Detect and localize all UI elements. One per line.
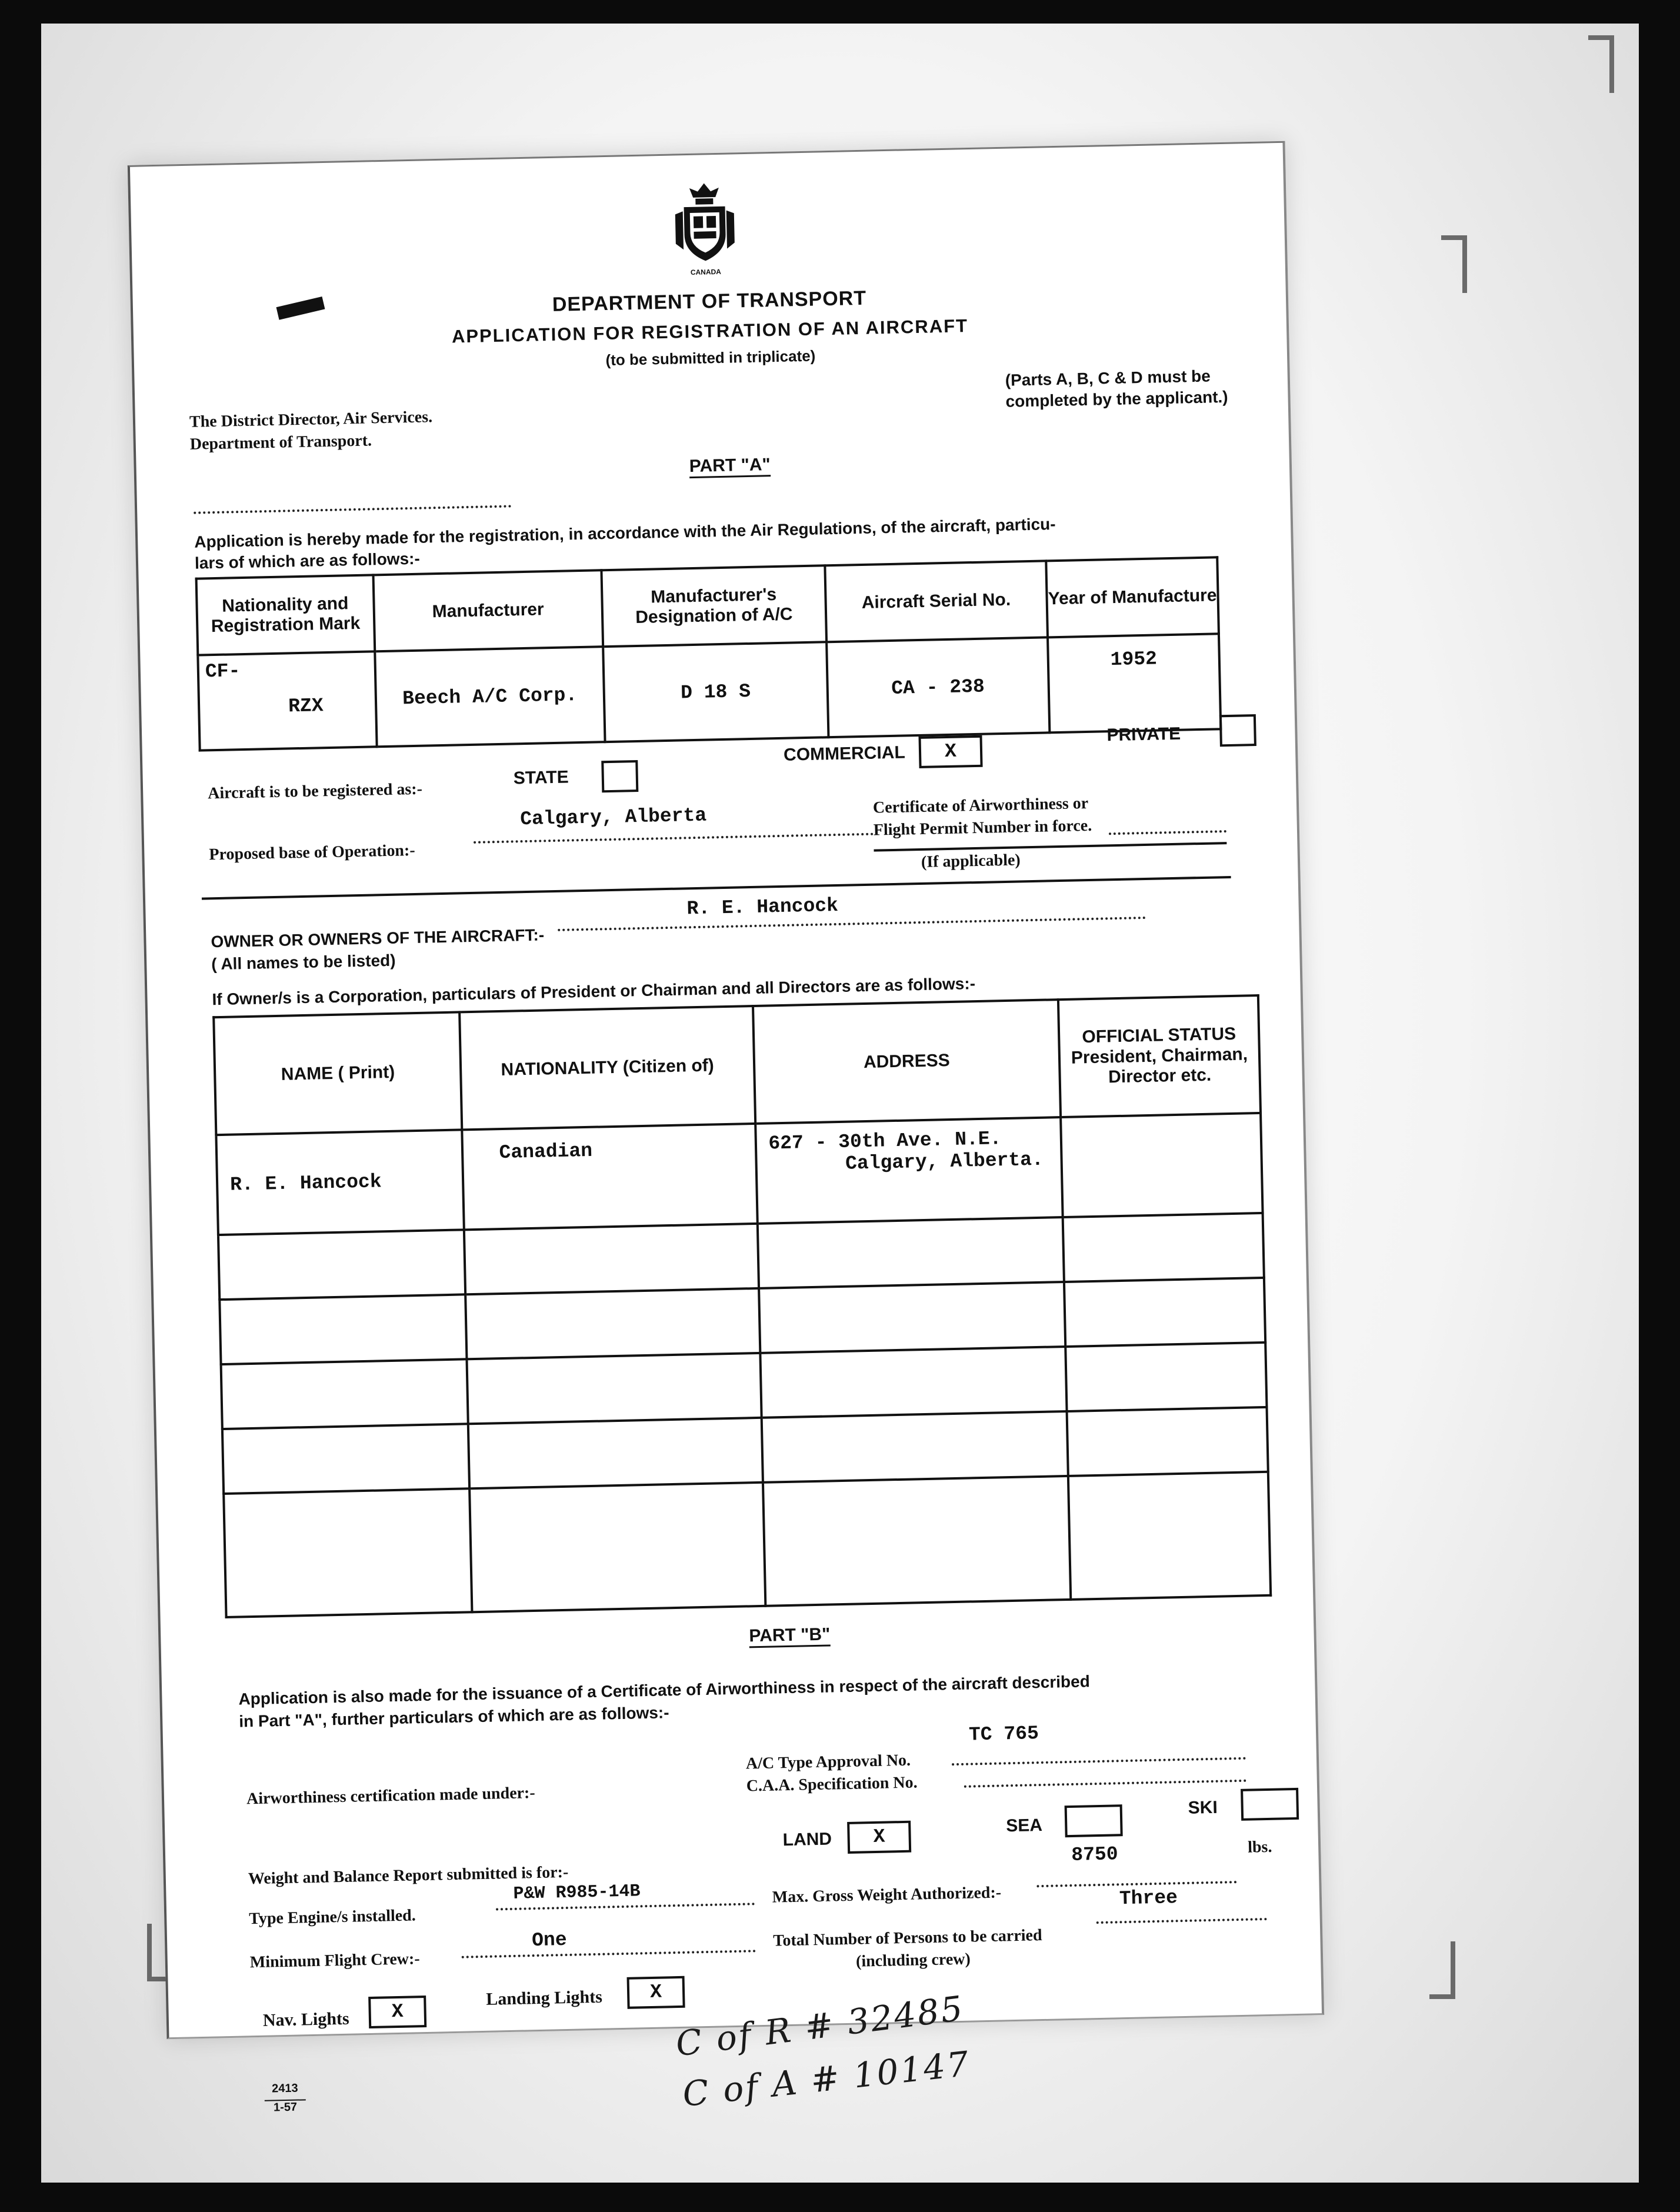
registration-mark: RZX [288,695,324,718]
col-header-nationality: Nationality and Registration Mark [196,575,375,655]
corporation-intro: If Owner/s is a Corporation, particulars of President or Chairman and all Directors are as follows:- [212,974,976,1009]
officer-address-cell [755,1117,1063,1224]
part-b-intro-line-2: in Part "A", further particulars of which are as follows:- [238,1703,669,1731]
officer-status-cell [1061,1113,1262,1217]
officers-row-empty [224,1472,1271,1617]
landing-lights-label: Landing Lights [485,1987,603,2009]
private-checkbox[interactable] [1219,714,1256,747]
handwritten-airworthiness-note: C of A # 10147 [681,2043,972,2115]
commercial-label: COMMERCIAL [783,742,906,765]
form-date: 1-57 [265,2099,306,2114]
crew-dotted-line [462,1950,756,1958]
crop-mark-bottom-right [1429,1941,1455,1999]
reference-dotted-line [194,505,511,514]
coa-rule [874,842,1226,852]
state-checkbox[interactable] [601,760,638,792]
officer-address-line-2: Calgary, Alberta. [845,1148,1044,1175]
officer-name-cell [216,1130,464,1235]
persons-label: Total Number of Persons to be carried [772,1926,1042,1950]
aircraft-particulars-table [195,556,1222,751]
owner-value: R. E. Hancock [686,894,839,920]
commercial-checkbox[interactable]: X [918,735,982,768]
officer-nationality: Canadian [499,1140,593,1164]
part-b-heading: PART "B" [749,1624,831,1648]
gross-weight-value: 8750 [1071,1843,1118,1866]
cell-year [1048,634,1221,732]
serial-value: CA - 238 [891,675,985,699]
weight-balance-label: Weight and Balance Report submitted is for:- [248,1863,569,1888]
caa-spec-dotted-line [964,1780,1246,1788]
coa-label-line-1: Certificate of Airworthiness or [872,794,1089,817]
engine-dotted-line [496,1903,755,1910]
form-title: APPLICATION FOR REGISTRATION OF AN AIRCRAFT [451,315,969,347]
officers-col-name: NAME ( Print) [214,1012,462,1135]
part-a-heading: PART "A" [689,455,771,478]
coa-dotted-line [1109,830,1226,835]
manufacturer-value: Beech A/C Corp. [402,684,578,709]
land-checkbox[interactable]: X [847,1821,911,1854]
type-approval-dotted-line [952,1757,1246,1765]
persons-note: (including crew) [855,1950,971,1971]
owner-label: OWNER OR OWNERS OF THE AIRCRAFT:- [211,925,545,951]
crest-caption: CANADA [690,267,722,276]
sea-checkbox[interactable] [1065,1804,1123,1837]
nationality-prefix: CF- [205,660,241,683]
parts-note-line-1: (Parts A, B, C & D must be [1005,367,1211,389]
gross-weight-unit: lbs. [1247,1837,1272,1857]
addressee-line-2: Department of Transport. [189,431,372,454]
nav-lights-checkbox[interactable]: X [368,1996,426,2028]
col-header-manufacturer: Manufacturer [373,570,603,651]
designation-value: D 18 S [680,680,751,704]
ski-label: SKI [1188,1797,1218,1818]
application-form-sheet [128,141,1324,2115]
private-label: PRIVATE [1106,724,1181,745]
ski-checkbox[interactable] [1241,1788,1299,1821]
cell-manufacturer [375,647,605,747]
base-dotted-line [474,833,874,844]
part-b-intro-line-1: Application is also made for the issuance of a Certificate of Airworthiness in respect of the aircraft described [238,1672,1091,1708]
engine-label: Type Engine/s installed. [249,1906,416,1928]
officers-table [212,994,1272,1618]
officer-name: R. E. Hancock [229,1170,382,1196]
landing-lights-checkbox[interactable]: X [627,1976,685,2009]
gross-weight-dotted-line [1036,1881,1236,1887]
persons-dotted-line [1096,1918,1267,1924]
form-subtitle: (to be submitted in triplicate) [605,347,816,369]
part-a-intro-line-2: lars of which are as follows:- [194,549,421,572]
section-divider [202,876,1231,900]
year-value: 1952 [1110,648,1158,671]
base-of-operation-label: Proposed base of Operation:- [209,841,415,864]
land-label: LAND [782,1829,832,1850]
caa-spec-label: C.A.A. Specification No. [746,1773,918,1795]
base-of-operation-value: Calgary, Alberta [519,804,707,831]
officers-col-status: OFFICIAL STATUS President, Chairman, Director etc. [1058,995,1261,1117]
col-header-year: Year of Manufacture [1046,557,1219,637]
persons-value: Three [1119,1887,1178,1910]
officer-nationality-cell [462,1124,757,1230]
part-a-intro-line-1: Application is hereby made for the registration, in accordance with the Air Regulations, of the aircraft, particu- [194,515,1056,551]
cell-serial [826,637,1050,737]
crew-value: One [531,1928,568,1952]
state-label: STATE [513,767,569,788]
registered-as-label: Aircraft is to be registered as:- [207,779,423,803]
crop-mark-top-right [1588,35,1614,93]
handwritten-registration-note: C of R # 32485 [674,1988,966,2064]
officer-address-line-1: 627 - 30th Ave. N.E. [768,1128,1002,1155]
col-header-designation: Manufacturer's Designation of A/C [602,565,826,647]
nav-lights-label: Nav. Lights [262,2008,349,2030]
engine-value: P&W R985-14B [513,1881,641,1904]
sea-label: SEA [1005,1815,1043,1836]
officers-col-nationality: NATIONALITY (Citizen of) [460,1006,755,1130]
department-heading: DEPARTMENT OF TRANSPORT [552,287,867,316]
type-approval-value: TC 765 [968,1723,1039,1746]
form-number: 2413 [271,2081,298,2096]
coa-label-line-3: (If applicable) [921,851,1021,871]
certification-label: Airworthiness certification made under:- [246,1784,535,1808]
cell-registration [198,651,376,750]
coa-label-line-2: Flight Permit Number in force. [873,816,1092,840]
owner-dotted-line [558,917,1146,931]
addressee-line-1: The District Director, Air Services. [189,408,433,431]
officers-col-address: ADDRESS [753,1000,1061,1124]
col-header-serial: Aircraft Serial No. [825,561,1048,642]
crew-label: Minimum Flight Crew:- [249,1950,420,1972]
type-approval-label: A/C Type Approval No. [745,1751,911,1773]
crop-mark-upper-right [1441,235,1467,293]
parts-note-line-2: completed by the applicant.) [1005,387,1228,411]
gross-weight-label: Max. Gross Weight Authorized:- [772,1883,1002,1907]
cell-designation [603,642,828,742]
canada-coat-of-arms-icon [672,178,738,267]
owner-note: ( All names to be listed) [211,951,396,974]
